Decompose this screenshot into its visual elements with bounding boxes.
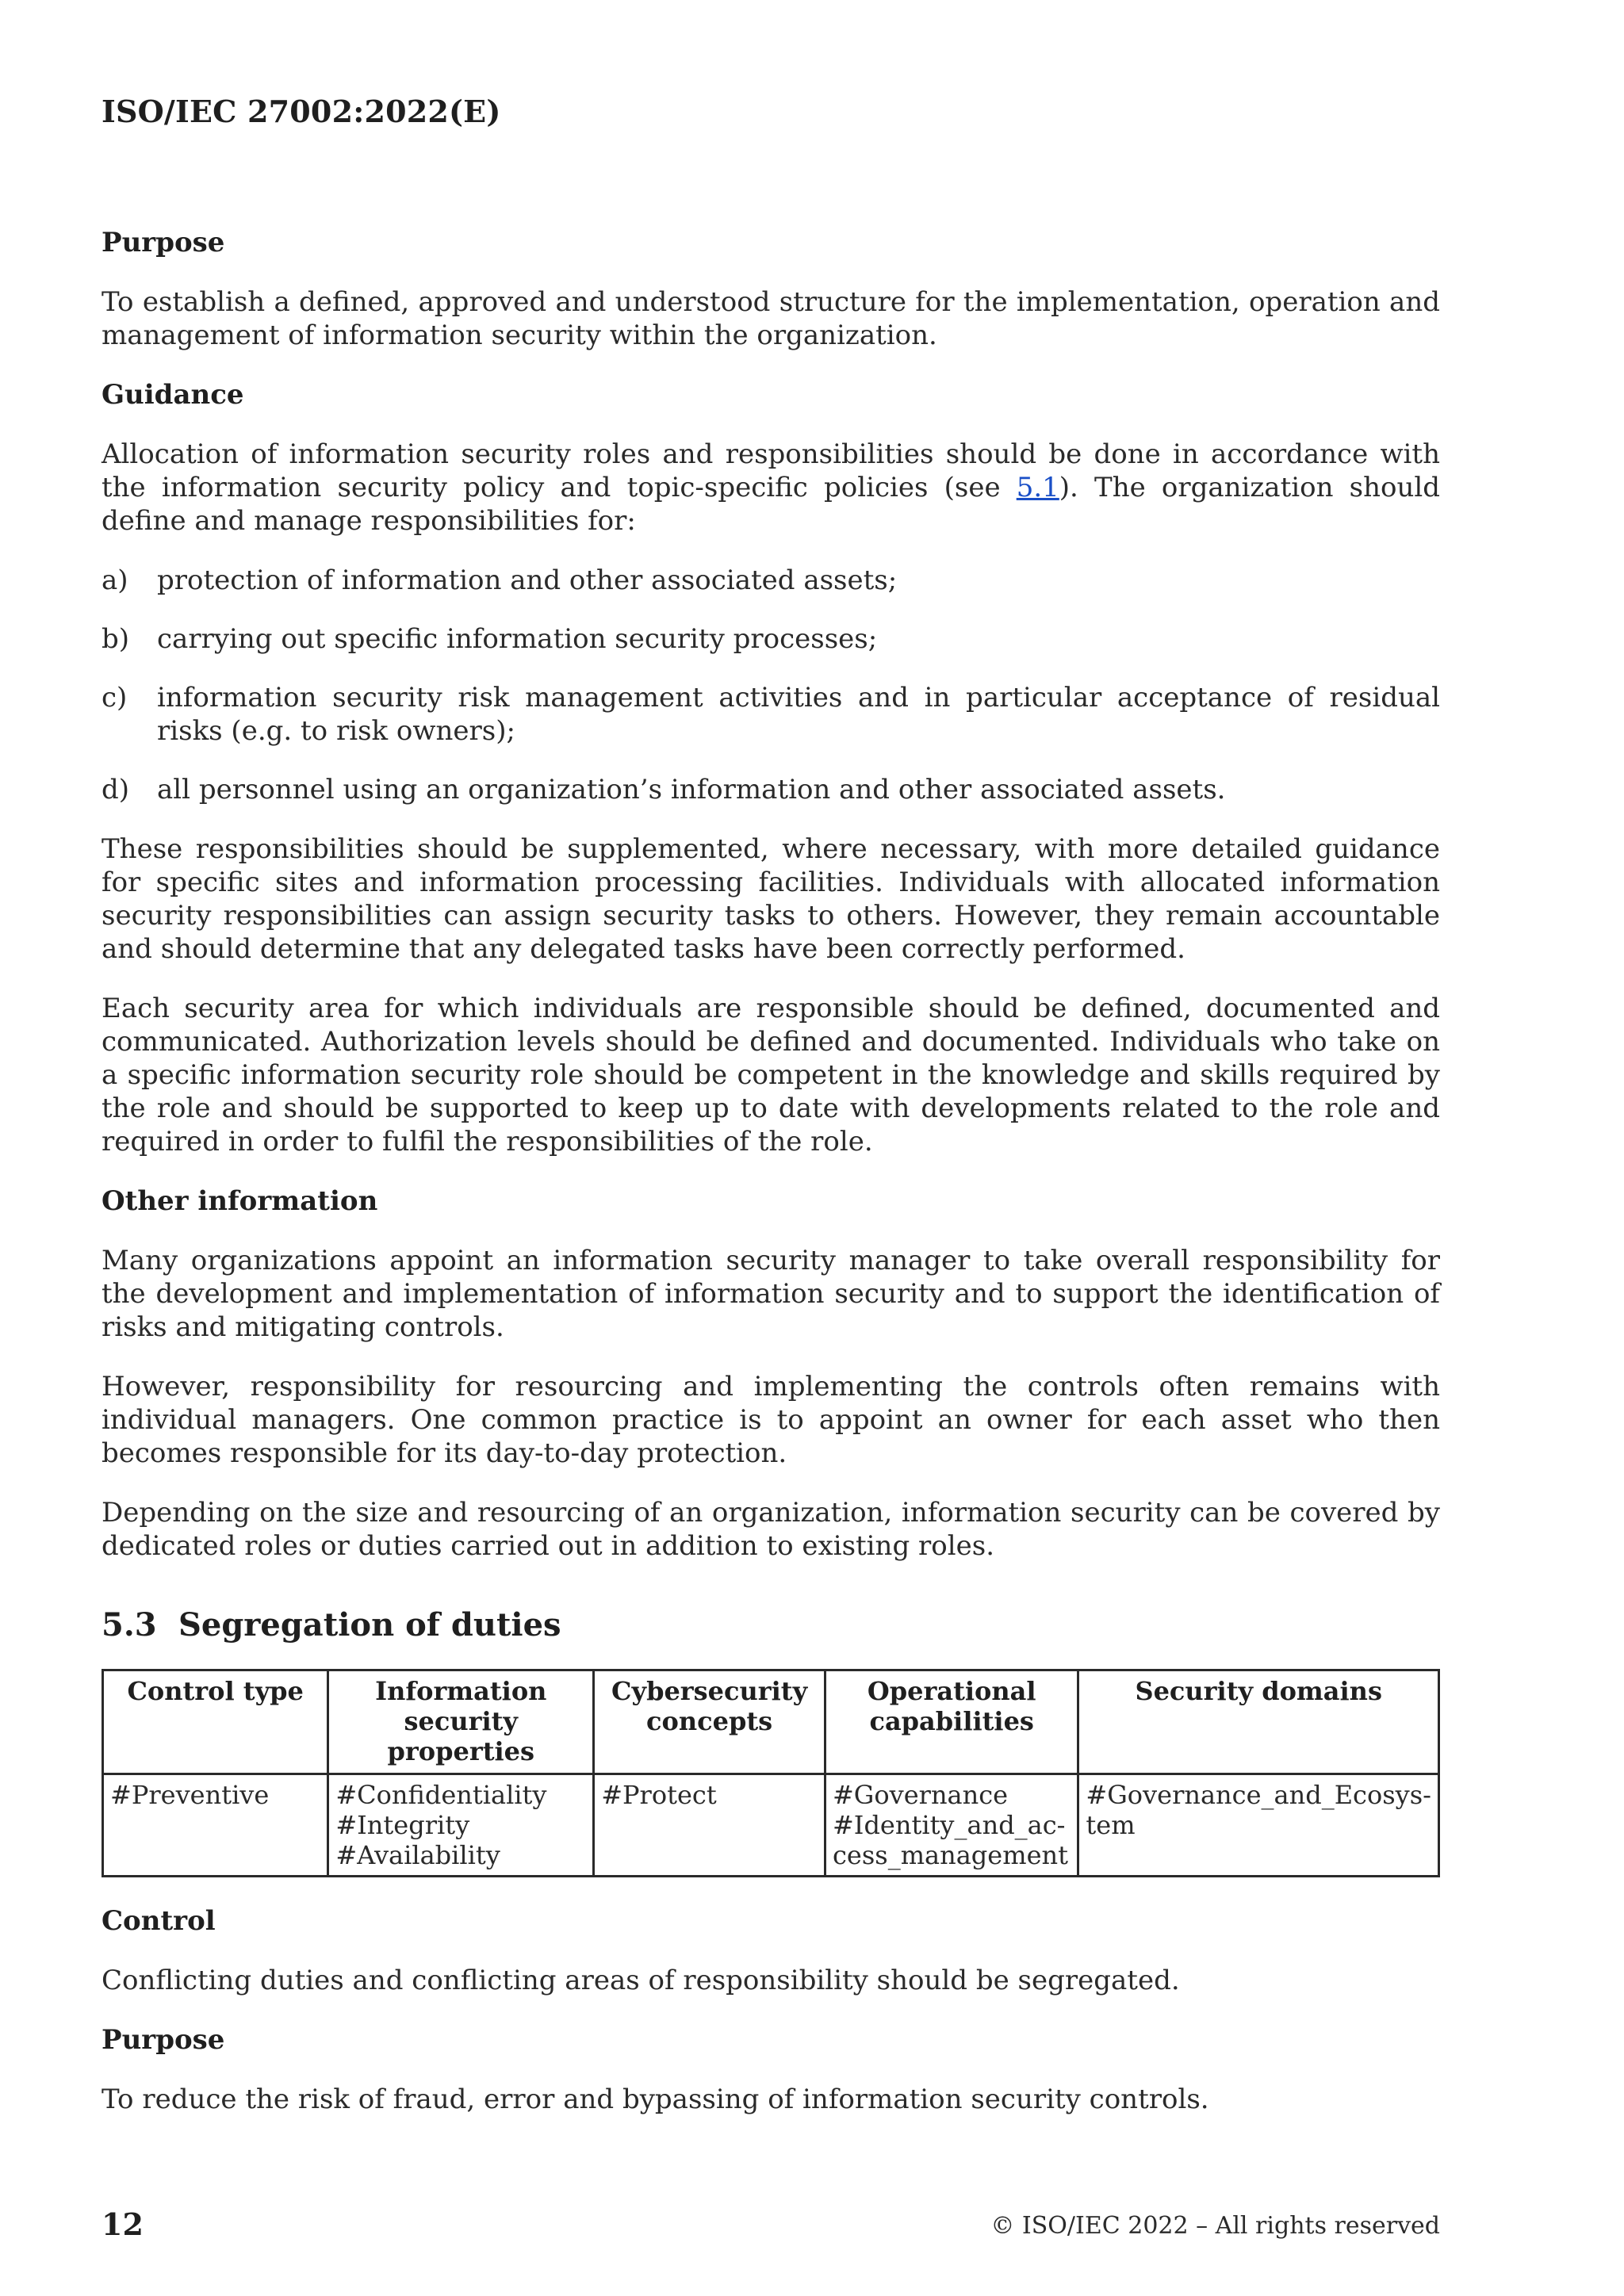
list-item-label: d) bbox=[102, 774, 130, 806]
other-information-paragraph: Depending on the size and resourcing of an organization, information security can be covered by dedicated roles or duties carried out in addition to existing roles. bbox=[102, 1497, 1440, 1562]
cell-value: tem bbox=[1086, 1810, 1136, 1840]
guidance-intro-text: Allocation of information security roles and responsibilities should be done in accordance with the information security policy and topic-specific policies (see bbox=[102, 438, 1440, 503]
cell-value: #Preventive bbox=[110, 1780, 270, 1810]
list-item bbox=[102, 564, 1440, 597]
column-header: Operational capabilities bbox=[825, 1670, 1078, 1774]
cell-value: #Identity_and_ac- bbox=[832, 1810, 1066, 1840]
copyright-notice: © ISO/IEC 2022 – All rights reserved bbox=[990, 2212, 1440, 2240]
responsibilities-list bbox=[102, 564, 1440, 806]
list-item-text: protection of information and other associated assets; bbox=[157, 564, 898, 596]
section-heading bbox=[102, 1606, 1440, 1644]
cell-value: #Protect bbox=[601, 1780, 717, 1810]
document-id-header: ISO/IEC 27002:2022(E) bbox=[102, 94, 501, 129]
column-header: Control type bbox=[103, 1670, 328, 1774]
list-item-label: a) bbox=[102, 564, 128, 596]
list-item bbox=[102, 681, 1440, 748]
list-item bbox=[102, 622, 1440, 656]
cell-value: #Confidentiality bbox=[335, 1780, 547, 1810]
control-attributes-table bbox=[102, 1669, 1440, 1877]
page-content bbox=[102, 226, 1440, 2142]
purpose-text: To reduce the risk of fraud, error and bypassing of information security controls. bbox=[102, 2084, 1209, 2115]
concepts-cell bbox=[594, 1774, 825, 1877]
capabilities-cell bbox=[825, 1774, 1078, 1877]
control-type-cell bbox=[103, 1774, 328, 1877]
list-item-label: c) bbox=[102, 682, 128, 714]
control-heading: Control bbox=[102, 1905, 216, 1937]
list-item-text: all personnel using an organization’s information and other associated assets. bbox=[157, 774, 1226, 806]
cell-value: #Integrity bbox=[335, 1810, 470, 1840]
table-header-row bbox=[103, 1670, 1439, 1774]
domains-cell bbox=[1078, 1774, 1439, 1877]
other-information-heading: Other information bbox=[102, 1185, 378, 1217]
list-item-text: information security risk management activities and in particular acceptance of residual risks (e.g. to risk owners); bbox=[157, 682, 1440, 747]
column-header: Security domains bbox=[1078, 1670, 1439, 1774]
purpose-heading: Purpose bbox=[102, 2024, 225, 2056]
cell-value: #Availability bbox=[335, 1840, 500, 1870]
other-information-paragraph: However, responsibility for resourcing and implementing the controls often remains with individual managers. One common practice is to appoint an owner for each asset who then becomes responsible for its day-to-day protection. bbox=[102, 1371, 1440, 1469]
guidance-intro bbox=[102, 438, 1440, 538]
page-number: 12 bbox=[102, 2206, 144, 2242]
guidance-paragraph: These responsibilities should be supplemented, where necessary, with more detailed guidance for specific sites and information processing facilities. Individuals with allocated information security responsibilities can assign security tasks to others. However, they remain accountable and should determine that any delegated tasks have been correctly performed. bbox=[102, 833, 1440, 965]
column-header: Information security properties bbox=[328, 1670, 594, 1774]
column-header: Cybersecurity concepts bbox=[594, 1670, 825, 1774]
cell-value: #Governance bbox=[832, 1780, 1009, 1810]
section-number: 5.3 bbox=[102, 1606, 157, 1644]
section-title: Segregation of duties bbox=[178, 1606, 561, 1644]
guidance-intro-text-cont: ). The organization should define and manage responsibilities for: bbox=[102, 472, 1440, 537]
purpose-text: To establish a defined, approved and understood structure for the implementation, operation and management of information security within the organization. bbox=[102, 286, 1440, 351]
purpose-heading: Purpose bbox=[102, 227, 225, 258]
list-item bbox=[102, 773, 1440, 806]
list-item-text: carrying out specific information security processes; bbox=[157, 623, 878, 655]
guidance-heading: Guidance bbox=[102, 379, 244, 411]
cell-value: #Governance_and_Ecosys- bbox=[1086, 1780, 1431, 1810]
control-text: Conflicting duties and conflicting areas of responsibility should be segregated. bbox=[102, 1965, 1180, 1996]
clause-5-1-link[interactable]: 5.1 bbox=[1016, 472, 1059, 503]
guidance-paragraph: Each security area for which individuals are responsible should be defined, documented and communicated. Authorization levels should be defined and documented. Individuals who take on a specific information security role should be competent in the knowledge and skills required by the role and should be supported to keep up to date with developments related to the role and required in order to fulfil the responsibilities of the role. bbox=[102, 993, 1440, 1158]
list-item-label: b) bbox=[102, 623, 130, 655]
other-information-paragraph: Many organizations appoint an information security manager to take overall responsibility for the development and implementation of information security and to support the identification of risks and mitigating controls. bbox=[102, 1245, 1440, 1343]
properties-cell bbox=[328, 1774, 594, 1877]
cell-value: cess_management bbox=[832, 1840, 1068, 1870]
table-row bbox=[103, 1774, 1439, 1877]
